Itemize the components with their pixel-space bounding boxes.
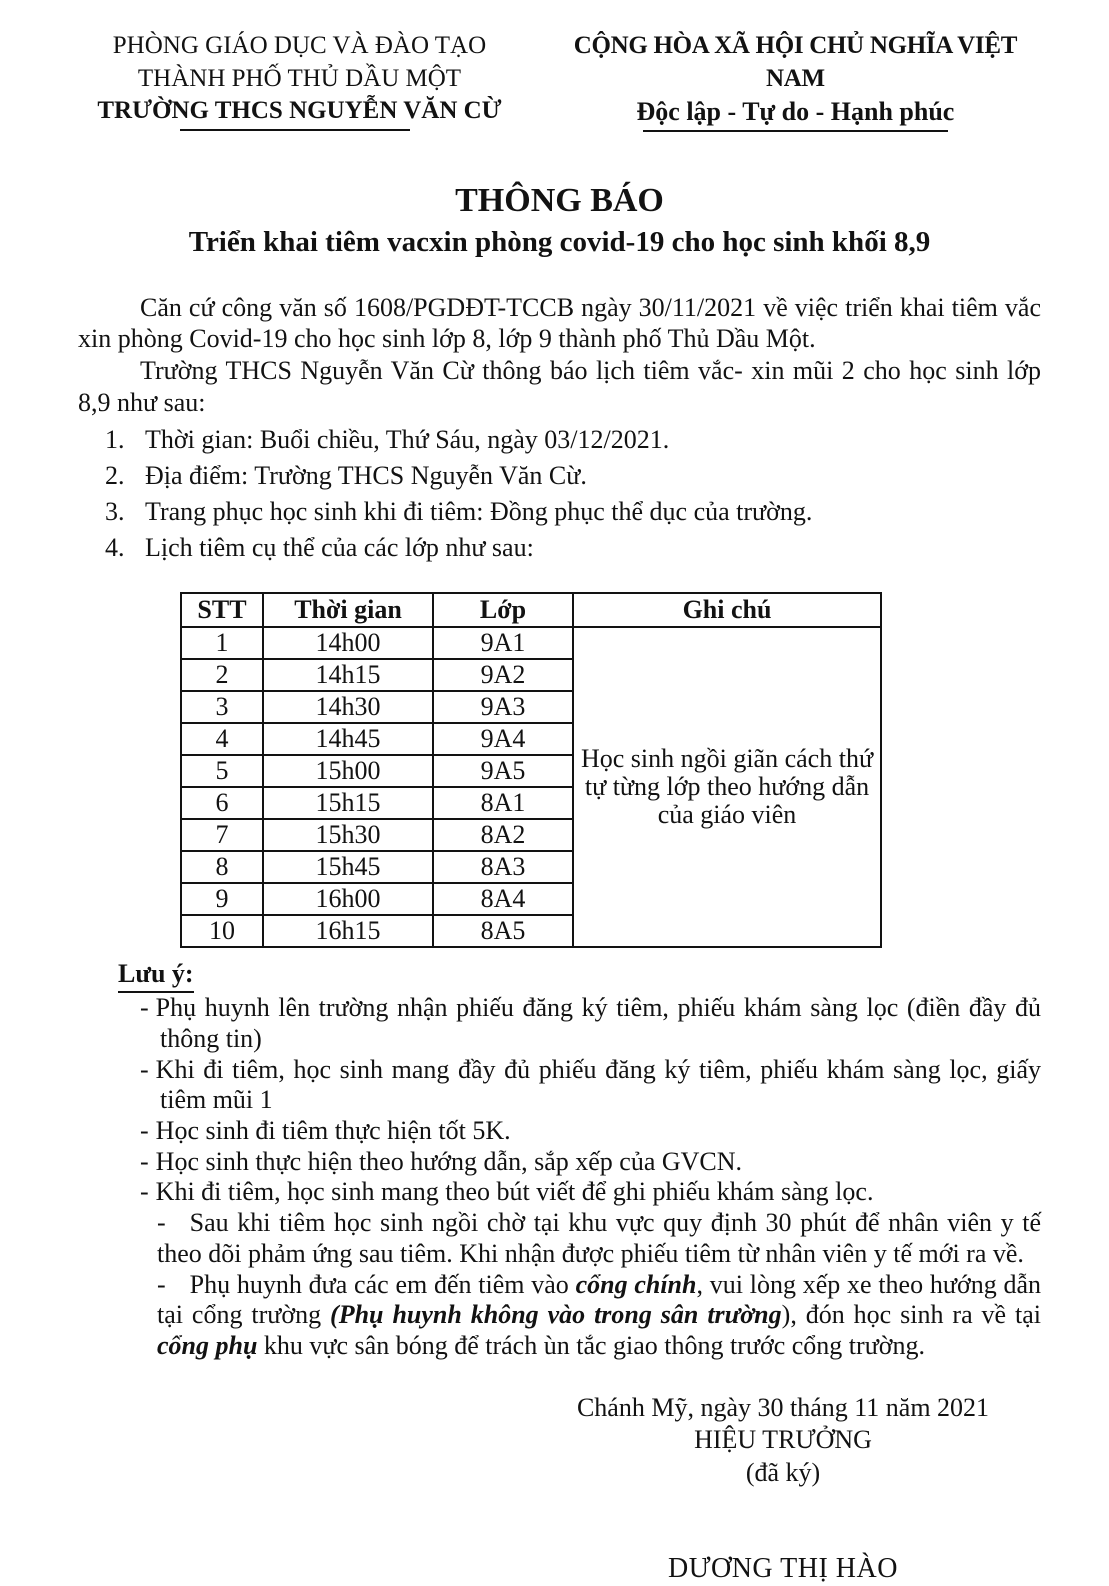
national-title: CỘNG HÒA XÃ HỘI CHỦ NGHĨA VIỆT NAM <box>573 32 1018 92</box>
document-header <box>78 30 1041 129</box>
note-item <box>78 1055 1041 1116</box>
cell-class: 9A4 <box>433 723 573 755</box>
body-text <box>78 292 1041 419</box>
note-dash: - <box>140 1177 149 1207</box>
note-item <box>78 1147 1041 1178</box>
cell-stt: 10 <box>181 915 263 947</box>
cell-stt: 3 <box>181 691 263 723</box>
note-dash: - <box>140 1146 149 1176</box>
signature-name: DƯƠNG THỊ HÀO <box>668 1553 898 1585</box>
cell-class: 8A4 <box>433 883 573 915</box>
note-dash: - <box>157 1269 166 1299</box>
note-text: Khi đi tiêm, học sinh mang đầy đủ phiếu đăng ký tiêm, phiếu khám sàng lọc, giấy tiêm mũi 1 <box>155 1054 1041 1115</box>
cell-class: 9A1 <box>433 627 573 659</box>
numbered-list <box>78 422 1041 566</box>
cell-note-merged: Học sinh ngồi giãn cách thứ tự từng lớp theo hướng dẫn của giáo viên <box>573 627 881 947</box>
school-name <box>78 95 521 128</box>
cell-time: 14h30 <box>263 691 433 723</box>
cell-class: 9A3 <box>433 691 573 723</box>
title-block <box>78 181 1041 262</box>
list-item-text: Trang phục học sinh khi đi tiêm: Đồng phục thể dục của trường. <box>145 497 813 527</box>
national-motto-underline <box>643 130 947 132</box>
numbered-list-item <box>78 530 1041 566</box>
note-item <box>78 1116 1041 1147</box>
national-motto-text: Độc lập - Tự do - Hạnh phúc <box>636 97 955 126</box>
numbered-list-item <box>78 494 1041 530</box>
cell-time: 15h45 <box>263 851 433 883</box>
cell-time: 16h00 <box>263 883 433 915</box>
note-text: Học sinh đi tiêm thực hiện tốt 5K. <box>155 1116 511 1146</box>
cell-stt: 6 <box>181 787 263 819</box>
document-title: THÔNG BÁO <box>455 181 664 219</box>
note-text: Phụ huynh đưa các em đến tiêm vào cổng chính, vui lòng xếp xe theo hướng dẫn tại cổng trường (Phụ huynh không vào trong sân trường), đón học sinh ra về tại cổng phụ khu vực sân bóng để trách ùn tắc giao thông trước cổng trường. <box>157 1269 1042 1360</box>
cell-time: 16h15 <box>263 915 433 947</box>
cell-stt: 8 <box>181 851 263 883</box>
school-name-underline <box>180 129 410 131</box>
issuing-dept-line1: PHÒNG GIÁO DỤC VÀ ĐÀO TẠO <box>112 32 487 59</box>
cell-stt: 2 <box>181 659 263 691</box>
cell-class: 8A5 <box>433 915 573 947</box>
table-row <box>181 627 881 659</box>
signature-block <box>483 1392 1083 1586</box>
paragraph-legal-basis: Căn cứ công văn số 1608/PGDĐT-TCCB ngày 30/11/2021 về việc triển khai tiêm vắc xin phòng Covid-19 cho học sinh lớp 8, lớp 9 thành phố Thủ Dầu Một. <box>78 292 1041 354</box>
vaccination-schedule-table <box>180 592 882 948</box>
cell-time: 15h00 <box>263 755 433 787</box>
notes-heading: Lưu ý: <box>118 958 194 994</box>
cell-class: 8A1 <box>433 787 573 819</box>
schedule-body <box>181 627 881 947</box>
note-item <box>78 1270 1041 1362</box>
school-name-text: TRƯỜNG THCS NGUYỄN VĂN CỪ <box>97 97 502 124</box>
signature-place-date: Chánh Mỹ, ngày 30 tháng 11 năm 2021 <box>576 1392 990 1422</box>
column-header-class: Lớp <box>433 593 573 627</box>
national-header-block <box>550 30 1041 129</box>
paragraph-announcement: Trường THCS Nguyễn Văn Cừ thông báo lịch tiêm vắc- xin mũi 2 cho học sinh lớp 8,9 như sau: <box>78 356 1041 417</box>
table-header-row <box>181 593 881 627</box>
cell-time: 14h00 <box>263 627 433 659</box>
note-dash: - <box>140 993 149 1023</box>
numbered-list-item <box>78 458 1041 494</box>
signature-role: HIỆU TRƯỞNG <box>694 1425 872 1455</box>
document-subtitle: Triển khai tiêm vacxin phòng covid-19 cho học sinh khối 8,9 <box>188 225 931 258</box>
column-header-note: Ghi chú <box>573 593 881 627</box>
cell-stt: 4 <box>181 723 263 755</box>
notes-section <box>78 958 1041 1362</box>
cell-stt: 5 <box>181 755 263 787</box>
list-item-number: 3. <box>105 497 125 527</box>
cell-time: 14h45 <box>263 723 433 755</box>
note-dash: - <box>140 1054 149 1084</box>
note-text: Phụ huynh lên trường nhận phiếu đăng ký tiêm, phiếu khám sàng lọc (điền đầy đủ thông tin) <box>155 993 1041 1054</box>
list-item-number: 4. <box>105 533 125 563</box>
cell-time: 14h15 <box>263 659 433 691</box>
note-text: Sau khi tiêm học sinh ngồi chờ tại khu vực quy định 30 phút để nhân viên y tế theo dõi phảm ứng sau tiêm. Khi nhận được phiếu tiêm từ nhân viên y tế mới ra về. <box>157 1208 1041 1268</box>
list-item-number: 2. <box>105 461 125 491</box>
cell-time: 15h15 <box>263 787 433 819</box>
note-item <box>78 1208 1041 1269</box>
cell-stt: 9 <box>181 883 263 915</box>
column-header-stt: STT <box>181 593 263 627</box>
signature-signed-note: (đã ký) <box>745 1457 821 1487</box>
cell-time: 15h30 <box>263 819 433 851</box>
cell-class: 9A5 <box>433 755 573 787</box>
cell-class: 8A3 <box>433 851 573 883</box>
numbered-list-item <box>78 422 1041 458</box>
notes-list <box>78 993 1041 1361</box>
note-item <box>78 993 1041 1054</box>
list-item-text: Địa điểm: Trường THCS Nguyễn Văn Cừ. <box>145 461 587 491</box>
list-item-text: Thời gian: Buổi chiều, Thứ Sáu, ngày 03/12/2021. <box>145 425 670 455</box>
cell-class: 9A2 <box>433 659 573 691</box>
cell-class: 8A2 <box>433 819 573 851</box>
note-text: Học sinh thực hiện theo hướng dẫn, sắp xếp của GVCN. <box>155 1146 743 1176</box>
issuing-authority-block <box>78 30 521 128</box>
note-item <box>78 1177 1041 1208</box>
column-header-time: Thời gian <box>263 593 433 627</box>
cell-stt: 1 <box>181 627 263 659</box>
issuing-dept-line2: THÀNH PHỐ THỦ DẦU MỘT <box>137 64 462 92</box>
note-text: Khi đi tiêm, học sinh mang theo bút viết để ghi phiếu khám sàng lọc. <box>155 1177 874 1207</box>
note-dash: - <box>157 1208 166 1238</box>
list-item-text: Lịch tiêm cụ thể của các lớp như sau: <box>145 533 534 563</box>
note-dash: - <box>140 1116 149 1146</box>
national-motto <box>550 95 1041 129</box>
list-item-number: 1. <box>105 425 125 455</box>
cell-stt: 7 <box>181 819 263 851</box>
